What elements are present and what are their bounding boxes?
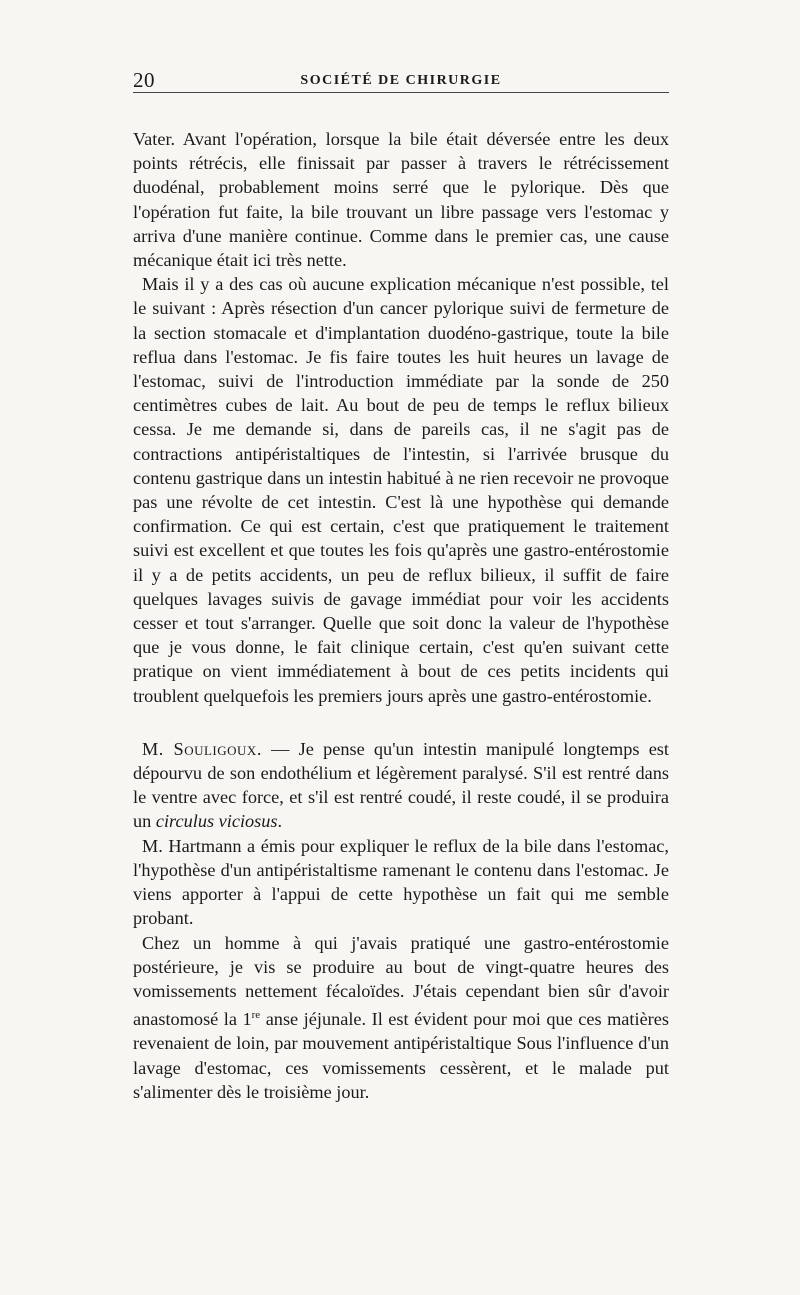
page-number: 20: [133, 68, 155, 92]
paragraph-5-text-a: Chez un homme à qui j'avais pratiqué une gastro-entérostomie postérieure, je vis se produire au bout de vingt-quatre heures des vomissements nettement fécaloïdes. J'étais cependant bien sûr d'avoir anastomosé la 1: [133, 932, 669, 1030]
body-text: [133, 127, 669, 1104]
paragraph-1: Vater. Avant l'opération, lorsque la bile était déversée entre les deux points rétrécis, elle finissait par passer à travers le rétrécissement duodénal, probablement moins serré que le pylorique. Dès que l'opération fut faite, la bile trouvant un libre passage vers l'estomac y arriva d'une manière continue. Comme dans le premier cas, une cause mécanique était ici très nette.: [133, 129, 669, 271]
paragraph-5-text-b: anse jéjunale. Il est évident pour moi que ces matières revenaient de loin, par mouvement antipéristaltique Sous l'influence d'un lavage d'estomac, ces vomissements cessèrent, et le malade put s'alimenter dès le troisième jour.: [133, 1009, 669, 1102]
paragraph-2: Mais il y a des cas où aucune explication mécanique n'est possible, tel le suivant : Après résection d'un cancer pylorique suivi de fermeture de la section stomacale et d'implantation duodéno-gastrique, toute la bile reflua dans l'estomac. Je fis faire toutes les huit heures un lavage de l'estomac, suivi de l'introduction immédiate par la sonde de 250 centimètres cubes de lait. Au bout de peu de temps le reflux bilieux cessa. Je me demande si, dans de pareils cas, il ne s'agit pas de contractions antipéristaltiques de l'intestin, si l'arrivée brusque du contenu gastrique dans un intestin habitué à ne rien recevoir ne provoque pas une révolte de cet intestin. C'est là une hypothèse qui demande confirmation. Ce qui est certain, c'est que pratiquement le traitement suivi est excellent et que toutes les fois qu'après une gastro-entérostomie il y a de petits accidents, un peu de reflux bilieux, il suffit de faire quelques lavages suivis de gavage immédiat pour voir les accidents cesser et tout s'arranger. Quelle que soit donc la valeur de l'hypothèse que je vous donne, le fait clinique certain, c'est qu'en suivant cette pratique on vient immédiatement à bout de ces petits incidents qui troublent quelquefois les premiers jours après une gastro-entérostomie.: [133, 274, 669, 706]
paragraph-3: [133, 737, 669, 834]
paragraph-4: M. Hartmann a émis pour expliquer le reflux de la bile dans l'estomac, l'hypothèse d'un antipéristaltisme ramenant le contenu dans l'estomac. Je viens apporter à l'appui de cette hypothèse un fait qui me semble probant.: [133, 835, 669, 929]
page-header: [133, 62, 669, 93]
speaker-name: M. Souligoux.: [142, 738, 262, 759]
paragraph-5: [133, 931, 669, 1105]
section-gap: [133, 708, 669, 737]
ordinal-superscript: re: [251, 1009, 261, 1022]
latin-term: circulus viciosus: [155, 811, 278, 832]
paragraph-3-text-b: .: [277, 811, 283, 832]
paragraph-3-text-a: — Je pense qu'un intestin manipulé longtemps est dépourvu de son endothélium et légèrement paralysé. S'il est rentré dans le ventre avec force, et s'il est rentré coudé, il reste coudé, il se produira un: [133, 738, 669, 832]
running-head: SOCIÉTÉ DE CHIRURGIE: [300, 73, 502, 88]
